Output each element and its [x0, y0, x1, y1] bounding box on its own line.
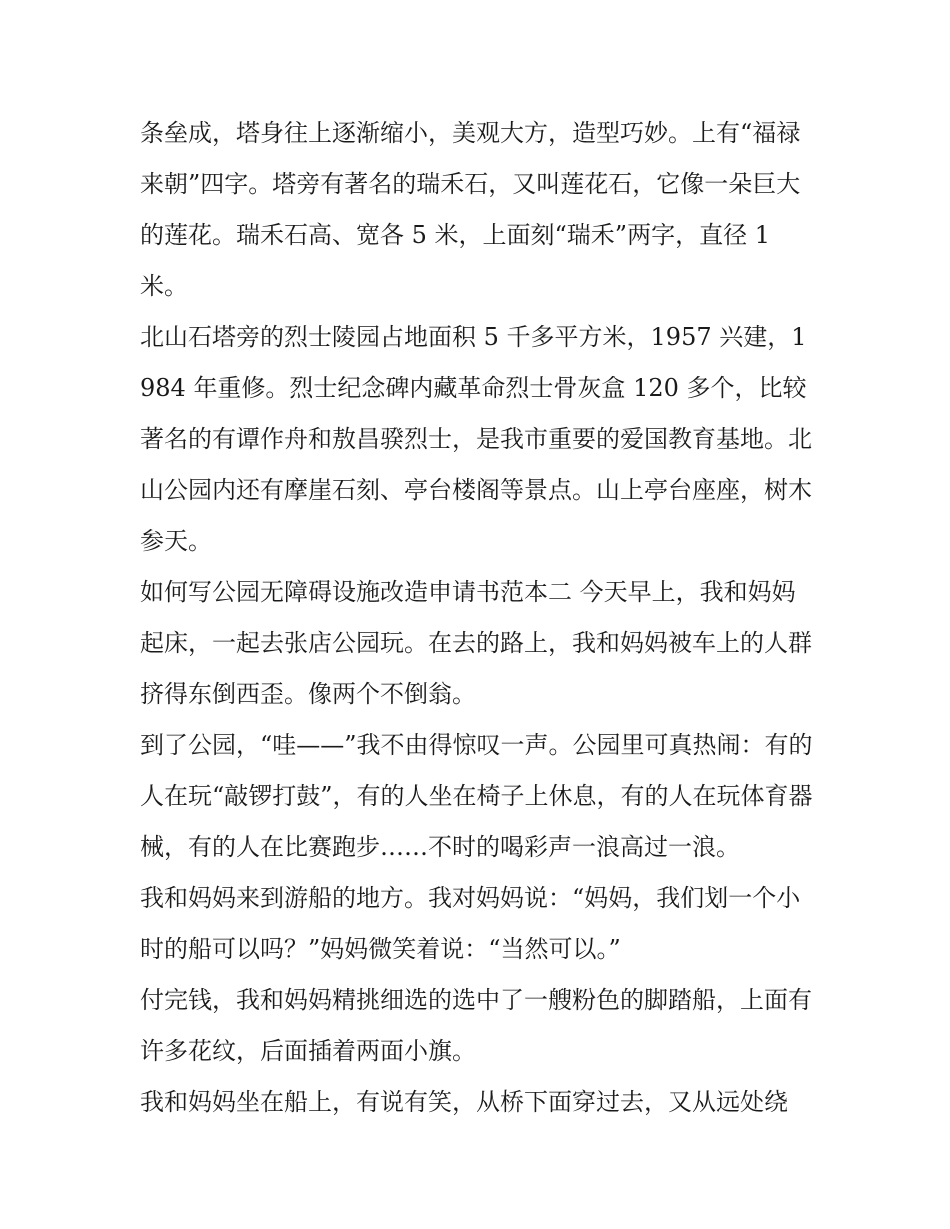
paragraph-6: 付完钱，我和妈妈精挑细选的选中了一艘粉色的脚踏船，上面有许多花纹，后面插着两面小旗。 — [140, 986, 812, 1065]
body-text — [140, 108, 816, 1128]
paragraph-5: 我和妈妈来到游船的地方。我对妈妈说：“妈妈，我们划一个小时的船可以吗？”妈妈微笑着说：“当然可以。” — [140, 884, 801, 963]
paragraph-4: 到了公园，“哇——”我不由得惊叹一声。公园里可真热闹：有的人在玩“敲锣打鼓”，有的人坐在椅子上休息，有的人在玩体育器械，有的人在比赛跑步……不时的喝彩声一浪高过一浪。 — [140, 731, 813, 861]
paragraph-7: 我和妈妈坐在船上，有说有笑，从桥下面穿过去，又从远处绕 — [140, 1088, 788, 1116]
paragraph-1: 条垒成，塔身往上逐渐缩小，美观大方，造型巧妙。上有“福禄来朝”四字。塔旁有著名的瑞禾石，又叫莲花石，它像一朵巨大的莲花。瑞禾石高、宽各 5 米，上面刻“瑞禾”两字，直径 1 米。 — [140, 119, 801, 300]
paragraph-3: 如何写公园无障碍设施改造申请书范本二 今天早上，我和妈妈起床，一起去张店公园玩。在去的路上，我和妈妈被车上的人群挤得东倒西歪。像两个不倒翁。 — [140, 578, 812, 708]
paragraph-2: 北山石塔旁的烈士陵园占地面积 5 千多平方米，1957 兴建，1984 年重修。烈士纪念碑内藏革命烈士骨灰盒 120 多个，比较著名的有谭作舟和敖昌骙烈士，是我市重要的爱国教育基地。北山公园内还有摩崖石刻、亭台楼阁等景点。山上亭台座座，树木参天。 — [140, 323, 812, 555]
